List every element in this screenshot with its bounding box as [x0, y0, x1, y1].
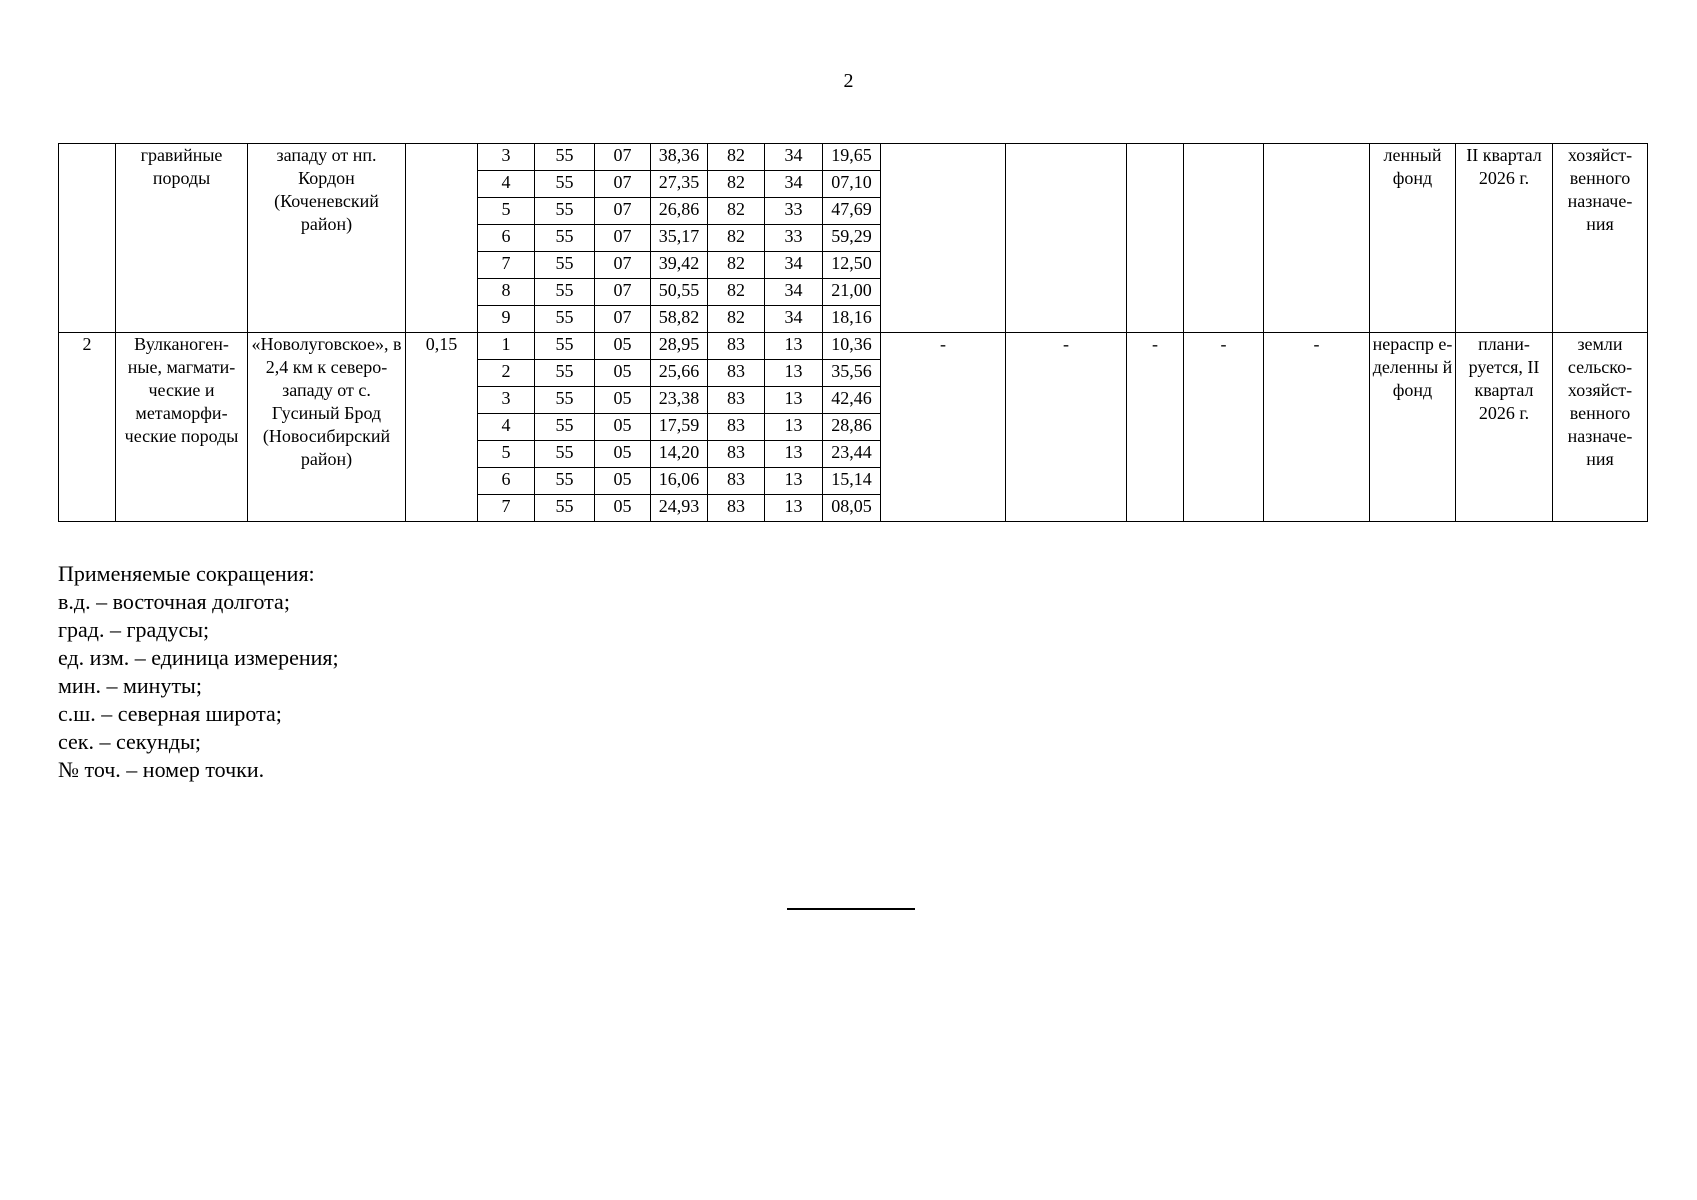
land-fund: нераспр е-деленны й фонд — [1370, 333, 1456, 522]
coord-cell: 05 — [595, 360, 651, 387]
coord-cell: 34 — [765, 279, 823, 306]
coord-cell: 35,56 — [823, 360, 881, 387]
abbreviation-item: сек. – секунды; — [58, 729, 202, 754]
coord-cell: 82 — [708, 306, 765, 333]
coord-cell: 83 — [708, 495, 765, 522]
abbreviation-item: мин. – минуты; — [58, 673, 202, 698]
row-number — [59, 144, 116, 333]
coord-cell: 23,44 — [823, 441, 881, 468]
coord-cell: 82 — [708, 198, 765, 225]
coord-cell: 28,95 — [651, 333, 708, 360]
coord-cell: 55 — [535, 441, 595, 468]
abbreviation-item: № точ. – номер точки. — [58, 757, 265, 782]
coord-cell: 42,46 — [823, 387, 881, 414]
extra-col-5 — [1264, 144, 1370, 333]
deposit-area — [406, 144, 478, 333]
land-category: хозяйст-венного назначе-ния — [1553, 144, 1648, 333]
coord-cell: 27,35 — [651, 171, 708, 198]
coord-cell: 05 — [595, 468, 651, 495]
abbreviations-title: Применяемые сокращения: — [58, 561, 315, 586]
coord-cell: 33 — [765, 198, 823, 225]
coord-cell: 07 — [595, 252, 651, 279]
coord-cell: 05 — [595, 441, 651, 468]
coord-cell: 13 — [765, 468, 823, 495]
coord-cell: 19,65 — [823, 144, 881, 171]
coord-cell: 07 — [595, 306, 651, 333]
coord-cell: 55 — [535, 333, 595, 360]
coord-cell: 07 — [595, 225, 651, 252]
coord-cell: 55 — [535, 468, 595, 495]
coord-cell: 07,10 — [823, 171, 881, 198]
abbreviation-item: с.ш. – северная широта; — [58, 701, 282, 726]
coord-cell: 13 — [765, 441, 823, 468]
coord-cell: 5 — [478, 198, 535, 225]
coord-cell: 55 — [535, 225, 595, 252]
coord-cell: 39,42 — [651, 252, 708, 279]
table-row — [59, 144, 1648, 171]
deposit-location: западу от нп. Кордон (Коченевский район) — [248, 144, 406, 333]
coord-cell: 13 — [765, 495, 823, 522]
coord-cell: 4 — [478, 171, 535, 198]
coord-cell: 8 — [478, 279, 535, 306]
table-body — [59, 144, 1648, 522]
extra-col-2 — [1006, 144, 1127, 333]
coord-cell: 33 — [765, 225, 823, 252]
coord-cell: 83 — [708, 441, 765, 468]
coord-cell: 07 — [595, 198, 651, 225]
coord-cell: 25,66 — [651, 360, 708, 387]
coord-cell: 6 — [478, 468, 535, 495]
coord-cell: 10,36 — [823, 333, 881, 360]
coord-cell: 50,55 — [651, 279, 708, 306]
coord-cell: 18,16 — [823, 306, 881, 333]
end-divider — [787, 908, 915, 910]
land-fund: ленный фонд — [1370, 144, 1456, 333]
coord-cell: 4 — [478, 414, 535, 441]
coord-cell: 14,20 — [651, 441, 708, 468]
coord-cell: 12,50 — [823, 252, 881, 279]
coord-cell: 26,86 — [651, 198, 708, 225]
extra-col-5: - — [1264, 333, 1370, 522]
abbreviation-item: в.д. – восточная долгота; — [58, 589, 290, 614]
extra-col-3 — [1127, 144, 1184, 333]
coord-cell: 1 — [478, 333, 535, 360]
abbreviation-item: град. – градусы; — [58, 617, 210, 642]
coord-cell: 34 — [765, 252, 823, 279]
coord-cell: 55 — [535, 144, 595, 171]
coord-cell: 83 — [708, 333, 765, 360]
extra-col-3: - — [1127, 333, 1184, 522]
coord-cell: 55 — [535, 198, 595, 225]
coord-cell: 2 — [478, 360, 535, 387]
coord-cell: 55 — [535, 387, 595, 414]
coord-cell: 83 — [708, 468, 765, 495]
coord-cell: 83 — [708, 387, 765, 414]
coord-cell: 55 — [535, 495, 595, 522]
coord-cell: 13 — [765, 387, 823, 414]
coord-cell: 55 — [535, 252, 595, 279]
coord-cell: 6 — [478, 225, 535, 252]
coord-cell: 82 — [708, 144, 765, 171]
coord-cell: 55 — [535, 171, 595, 198]
coord-cell: 23,38 — [651, 387, 708, 414]
table-row — [59, 333, 1648, 360]
deposit-location: «Новолуговское», в 2,4 км к северо-западу от с. Гусиный Брод (Новосибирский район) — [248, 333, 406, 522]
coord-cell: 83 — [708, 360, 765, 387]
coord-cell: 34 — [765, 306, 823, 333]
coord-cell: 28,86 — [823, 414, 881, 441]
coord-cell: 05 — [595, 414, 651, 441]
coord-cell: 21,00 — [823, 279, 881, 306]
coord-cell: 82 — [708, 279, 765, 306]
coord-cell: 07 — [595, 144, 651, 171]
row-number: 2 — [59, 333, 116, 522]
extra-col-4: - — [1184, 333, 1264, 522]
coord-cell: 34 — [765, 171, 823, 198]
land-category: земли сельско-хозяйст-венного назначе-ния — [1553, 333, 1648, 522]
coord-cell: 15,14 — [823, 468, 881, 495]
coord-cell: 3 — [478, 387, 535, 414]
rock-type: гравийные породы — [116, 144, 248, 333]
extra-col-4 — [1184, 144, 1264, 333]
coord-cell: 34 — [765, 144, 823, 171]
coord-cell: 5 — [478, 441, 535, 468]
coord-cell: 55 — [535, 306, 595, 333]
coord-cell: 13 — [765, 360, 823, 387]
coord-cell: 16,06 — [651, 468, 708, 495]
abbreviations-list — [58, 560, 339, 784]
coord-cell: 82 — [708, 171, 765, 198]
deposits-table — [58, 143, 1648, 522]
coord-cell: 82 — [708, 252, 765, 279]
coord-cell: 58,82 — [651, 306, 708, 333]
coord-cell: 59,29 — [823, 225, 881, 252]
coord-cell: 55 — [535, 414, 595, 441]
coord-cell: 55 — [535, 360, 595, 387]
coord-cell: 13 — [765, 333, 823, 360]
coord-cell: 38,36 — [651, 144, 708, 171]
planned-period: плани-руется, II квартал 2026 г. — [1456, 333, 1553, 522]
extra-col-2: - — [1006, 333, 1127, 522]
planned-period: II квартал 2026 г. — [1456, 144, 1553, 333]
coord-cell: 9 — [478, 306, 535, 333]
coord-cell: 35,17 — [651, 225, 708, 252]
coord-cell: 05 — [595, 333, 651, 360]
coord-cell: 24,93 — [651, 495, 708, 522]
coord-cell: 7 — [478, 495, 535, 522]
extra-col-1 — [881, 144, 1006, 333]
coord-cell: 55 — [535, 279, 595, 306]
abbreviation-item: ед. изм. – единица измерения; — [58, 645, 339, 670]
coord-cell: 83 — [708, 414, 765, 441]
rock-type: Вулканоген-ные, магмати-ческие и метаморфи-ческие породы — [116, 333, 248, 522]
coord-cell: 82 — [708, 225, 765, 252]
coord-cell: 05 — [595, 495, 651, 522]
coord-cell: 08,05 — [823, 495, 881, 522]
extra-col-1: - — [881, 333, 1006, 522]
coord-cell: 3 — [478, 144, 535, 171]
coord-cell: 13 — [765, 414, 823, 441]
page-number: 2 — [843, 70, 854, 92]
coord-cell: 07 — [595, 171, 651, 198]
coord-cell: 17,59 — [651, 414, 708, 441]
coord-cell: 07 — [595, 279, 651, 306]
coord-cell: 47,69 — [823, 198, 881, 225]
coord-cell: 7 — [478, 252, 535, 279]
deposit-area: 0,15 — [406, 333, 478, 522]
coord-cell: 05 — [595, 387, 651, 414]
